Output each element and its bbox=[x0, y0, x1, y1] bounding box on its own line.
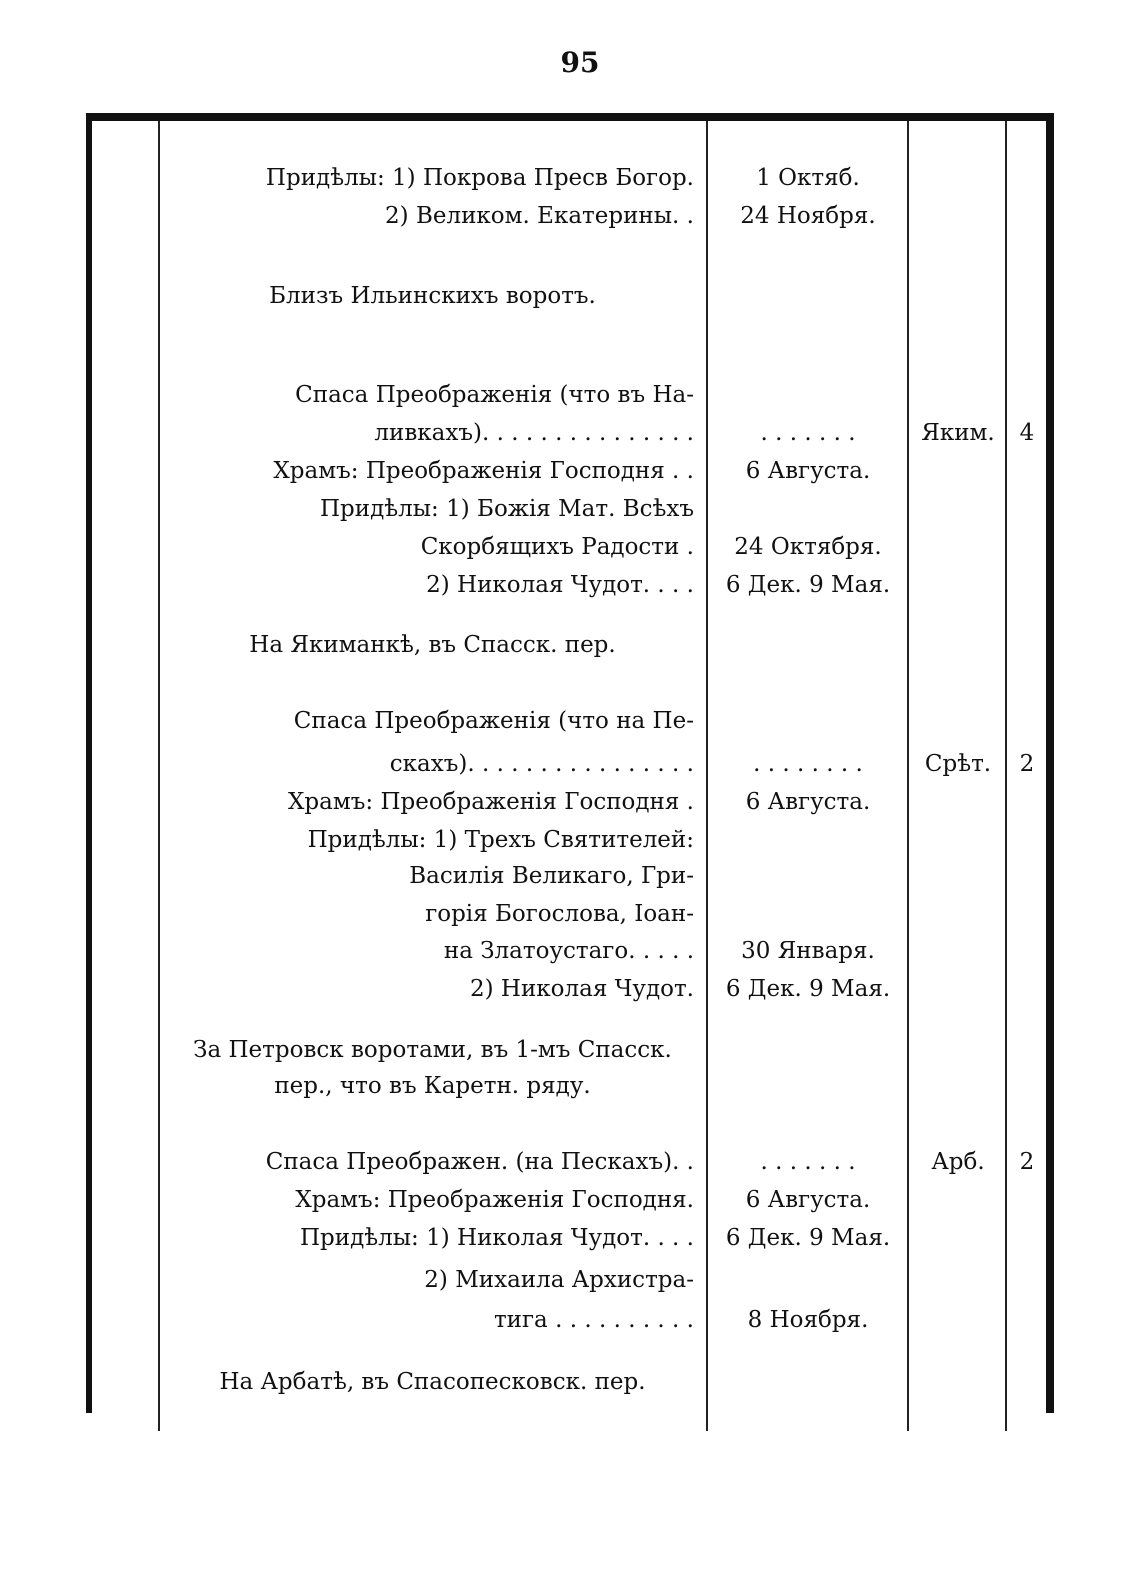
church-entry-text: 2) Николая Чудот. bbox=[469, 976, 694, 1002]
location-line: Близъ Ильинскихъ воротъ. bbox=[269, 283, 596, 309]
feast-date: 24 Октября. bbox=[734, 534, 882, 560]
feast-date: 30 Января. bbox=[741, 938, 875, 964]
church-entry-text: горія Богослова, Іоан- bbox=[425, 901, 694, 927]
church-entry-text: Придѣлы: 1) Трехъ Святителей: bbox=[307, 827, 694, 853]
church-number: 2 bbox=[1019, 1149, 1035, 1175]
feast-date: 6 Дек. 9 Мая. bbox=[725, 976, 891, 1002]
church-entry-text: 2) Великом. Екатерины. . bbox=[385, 203, 694, 229]
church-entry-text: 2) Николая Чудот. . . . bbox=[426, 572, 694, 598]
church-entry-text: Храмъ: Преображенія Господня . bbox=[288, 789, 694, 815]
church-title-text: Спаса Преображенія (что на Пе- bbox=[293, 708, 694, 734]
church-entry-text: Храмъ: Преображенія Господня . . bbox=[273, 458, 694, 484]
church-number: 2 bbox=[1019, 751, 1035, 777]
feast-date: 8 Ноября. bbox=[747, 1307, 869, 1333]
church-entry-text: тига . . . . . . . . . . bbox=[493, 1307, 694, 1333]
church-entry-text: Спаса Преображен. (на Пескахъ). . bbox=[265, 1149, 694, 1175]
church-entry-text: Скорбящихъ Радости . bbox=[420, 534, 694, 560]
table-frame-right bbox=[1046, 113, 1054, 1413]
location-line: За Петровск воротами, въ 1-мъ Спасск. bbox=[193, 1037, 672, 1063]
church-number: 4 bbox=[1019, 420, 1035, 446]
church-title-text: Спаса Преображенія (что въ На- bbox=[295, 382, 694, 408]
feast-date: 1 Октяб. bbox=[756, 165, 860, 191]
district-label: Яким. bbox=[921, 420, 995, 446]
feast-date: 6 Августа. bbox=[745, 458, 871, 484]
church-entry-text: Храмъ: Преображенія Господня. bbox=[295, 1187, 694, 1213]
feast-date: 24 Ноября. bbox=[740, 203, 876, 229]
feast-date: 6 Августа. bbox=[745, 1187, 871, 1213]
table-frame-left bbox=[86, 113, 92, 1413]
church-entry-text: на Златоустаго. . . . . bbox=[443, 938, 694, 964]
church-entry-text: Придѣлы: 1) Николая Чудот. . . . bbox=[299, 1225, 694, 1251]
location-line: На Якиманкѣ, въ Спасск. пер. bbox=[249, 632, 616, 658]
page-number: 95 bbox=[560, 46, 600, 79]
column-rule-1 bbox=[158, 121, 160, 1431]
church-entry-text: скахъ). . . . . . . . . . . . . . . . bbox=[389, 751, 694, 777]
location-line: На Арбатѣ, въ Спасопесковск. пер. bbox=[219, 1369, 646, 1395]
church-entry-text: Придѣлы: 1) Покрова Пресв Богор. bbox=[265, 165, 694, 191]
church-entry-text: ливкахъ). . . . . . . . . . . . . . . bbox=[374, 420, 694, 446]
feast-date: 6 Августа. bbox=[745, 789, 871, 815]
district-label: Срѣт. bbox=[924, 751, 992, 777]
feast-date: 6 Дек. 9 Мая. bbox=[725, 1225, 891, 1251]
table-frame-top bbox=[86, 113, 1054, 121]
church-entry-text: Василія Великаго, Гри- bbox=[409, 863, 694, 889]
feast-date: 6 Дек. 9 Мая. bbox=[725, 572, 891, 598]
church-entry-text: Придѣлы: 1) Божія Мат. Всѣхъ bbox=[320, 496, 694, 522]
feast-date: . . . . . . . bbox=[760, 1149, 856, 1175]
feast-date: . . . . . . . bbox=[760, 420, 856, 446]
feast-date: . . . . . . . . bbox=[753, 751, 863, 777]
location-line: пер., что въ Каретн. ряду. bbox=[274, 1073, 591, 1099]
district-label: Арб. bbox=[931, 1149, 985, 1175]
church-entry-text: 2) Михаила Архистра- bbox=[424, 1267, 694, 1293]
